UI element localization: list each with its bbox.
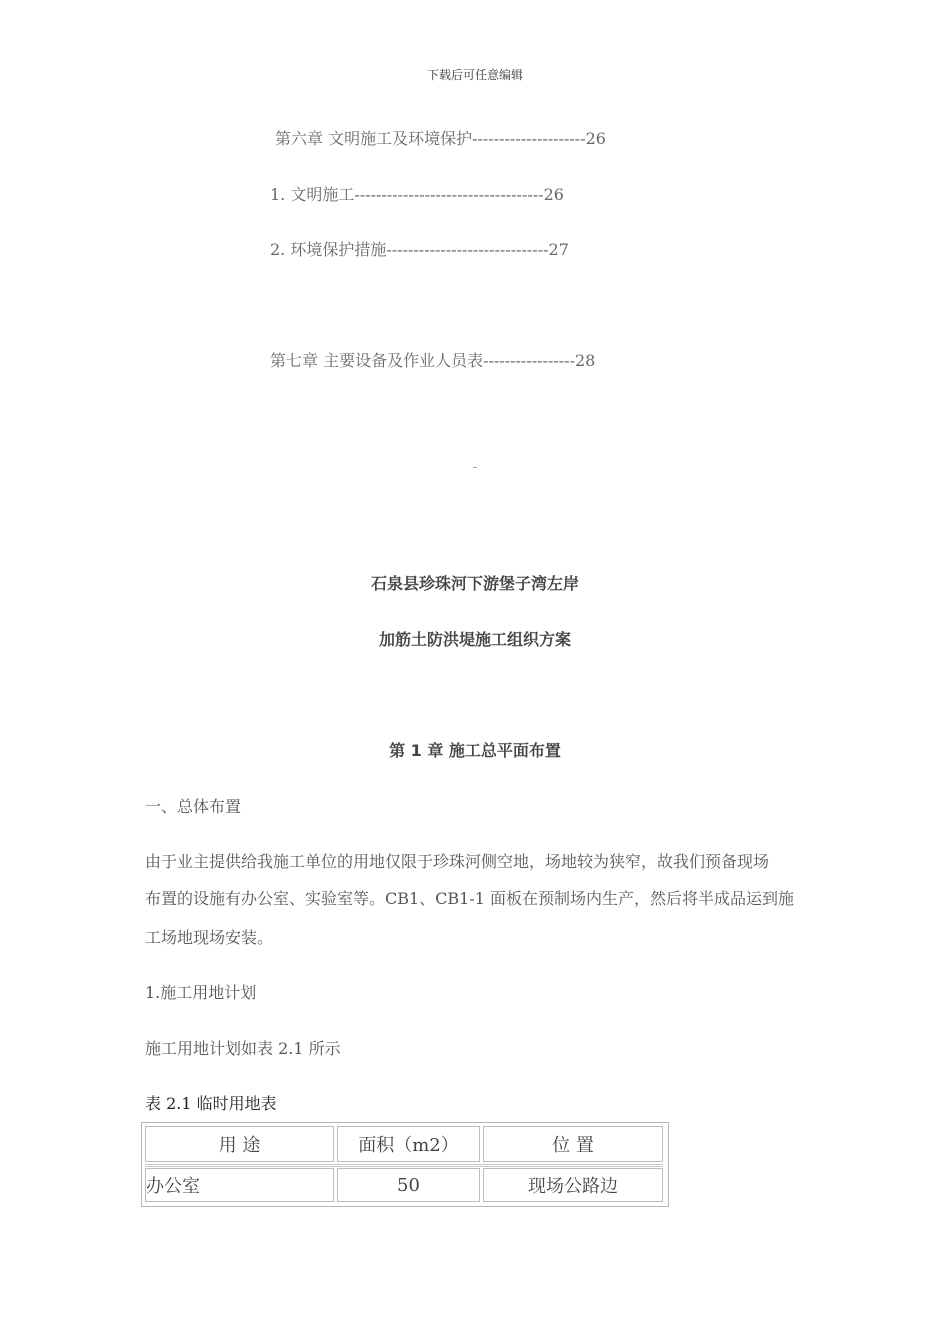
table-intro: 施工用地计划如表 2.1 所示 (145, 1039, 341, 1058)
toc-item-environment-protection: 2. 环境保护措施------------------------------27 (270, 240, 569, 259)
table-caption: 表 2.1 临时用地表 (145, 1094, 277, 1113)
page-header: 下载后可任意编辑 (426, 68, 523, 82)
page-separator: - (472, 460, 478, 475)
table-header-usage: 用 途 (145, 1126, 334, 1162)
table-header-divider (145, 1164, 663, 1167)
table-cell-area: 50 (337, 1168, 480, 1202)
toc-item-chapter-6: 第六章 文明施工及环境保护---------------------26 (275, 129, 606, 148)
section-heading: 一、总体布置 (145, 797, 242, 816)
toc-item-chapter-7: 第七章 主要设备及作业人员表-----------------28 (270, 351, 596, 370)
subsection-heading: 1.施工用地计划 (145, 983, 257, 1002)
table-header-location: 位 置 (483, 1126, 663, 1162)
chapter-title: 第 1 章 施工总平面布置 (389, 741, 561, 760)
toc-item-civilized-construction: 1. 文明施工-----------------------------------26 (270, 185, 564, 204)
document-title-line-1: 石泉县珍珠河下游堡子湾左岸 (370, 574, 579, 593)
land-use-table (141, 1122, 669, 1207)
table-cell-usage: 办公室 (145, 1168, 334, 1202)
paragraph-line-1: 由于业主提供给我施工单位的用地仅限于珍珠河侧空地，场地较为狭窄，故我们预备现场 (145, 852, 770, 871)
paragraph-line-2: 布置的设施有办公室、实验室等。CB1、CB1-1 面板在预制场内生产，然后将半成品运到施 (145, 889, 795, 908)
table-header-area: 面积（m2） (337, 1126, 480, 1162)
document-title-line-2: 加筋土防洪堤施工组织方案 (378, 630, 571, 649)
table-cell-location: 现场公路边 (483, 1168, 663, 1202)
paragraph-line-3: 工场地现场安装。 (145, 928, 274, 947)
